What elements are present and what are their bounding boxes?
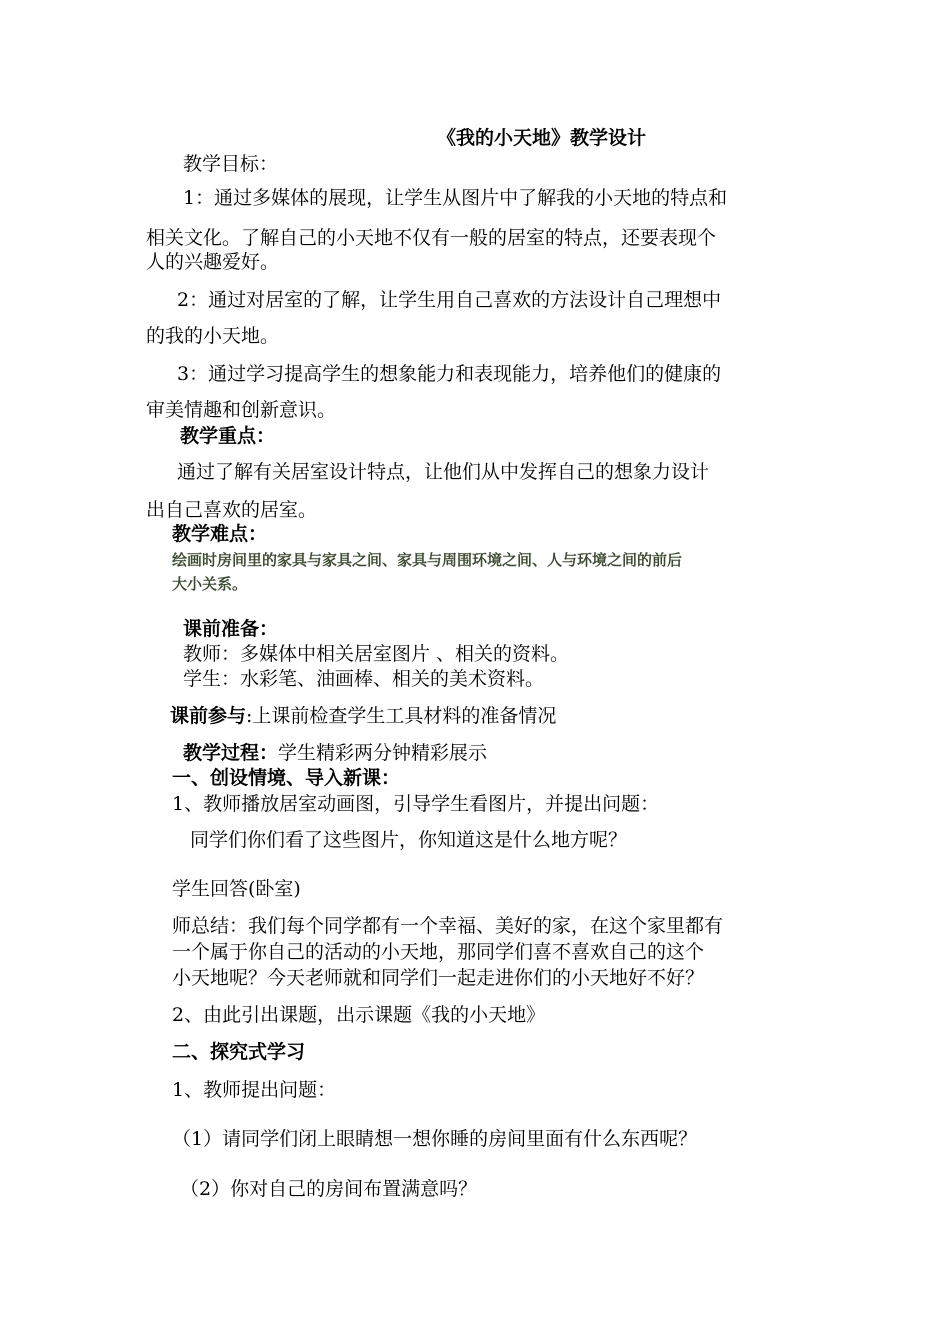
participation-label: 课前参与 (170, 705, 247, 727)
section-2-step-1: 1、教师提出问题： (172, 1079, 337, 1101)
objective-1-line-3: 人的兴趣爱好。 (146, 251, 280, 273)
objective-1-line-2: 相关文化。了解自己的小天地不仅有一般的居室的特点，还要表现个 (146, 227, 717, 249)
summary-line-2: 一个属于你自己的活动的小天地，那同学们喜不喜欢自己的这个 (172, 941, 705, 963)
objective-2-line-1: 2：通过对居室的了解，让学生用自己喜欢的方法设计自己理想中 (177, 289, 722, 311)
key-points-heading: 教学重点： (180, 425, 276, 447)
objective-3-line-1: 3：通过学习提高学生的想象能力和表现能力，培养他们的健康的 (177, 363, 722, 385)
objective-3-line-2: 审美情趣和创新意识。 (146, 399, 337, 421)
section-1-question: 同学们你们看了这些图片，你知道这是什么地方呢？ (190, 829, 628, 851)
preparation-heading: 课前准备： (183, 618, 279, 640)
objective-2-line-2: 的我的小天地。 (146, 325, 280, 347)
section-1-step-2: 2、由此引出课题，出示课题《我的小天地》 (172, 1004, 546, 1026)
difficulties-heading: 教学难点： (172, 523, 268, 545)
objectives-heading: 教学目标： (183, 153, 279, 175)
section-1-answer: 学生回答(卧室) (172, 878, 301, 900)
section-2-question-1: （1）请同学们闭上眼睛想一想你睡的房间里面有什么东西呢？ (172, 1128, 698, 1150)
key-points-line-1: 通过了解有关居室设计特点，让他们从中发挥自己的想象力设计 (177, 461, 710, 483)
section-2-question-2: （2）你对自己的房间布置满意吗？ (180, 1178, 478, 1200)
key-points-line-2: 出自己喜欢的居室。 (146, 499, 318, 521)
process-line (183, 741, 487, 765)
section-1-heading: 一、创设情境、导入新课： (172, 767, 401, 789)
participation-line (170, 704, 556, 728)
process-label: 教学过程： (183, 742, 279, 764)
page-title: 《我的小天地》教学设计 (437, 127, 647, 149)
difficulties-line-2: 大小关系。 (172, 575, 248, 593)
preparation-student: 学生：水彩笔、油画棒、相关的美术资料。 (183, 668, 545, 690)
section-2-heading: 二、探究式学习 (172, 1041, 306, 1063)
participation-text: :上课前检查学生工具材料的准备情况 (246, 705, 557, 727)
objective-1-line-1: 1：通过多媒体的展现，让学生从图片中了解我的小天地的特点和 (183, 187, 728, 209)
difficulties-line-1: 绘画时房间里的家具与家具之间、家具与周围环境之间、人与环境之间的前后 (172, 551, 683, 569)
section-1-step-1: 1、教师播放居室动画图，引导学生看图片，并提出问题： (172, 793, 660, 815)
preparation-teacher: 教师：多媒体中相关居室图片 、相关的资料。 (183, 643, 570, 665)
summary-line-1: 师总结：我们每个同学都有一个幸福、美好的家，在这个家里都有 (172, 915, 724, 937)
process-text: 学生精彩两分钟精彩展示 (278, 742, 488, 764)
summary-line-3: 小天地呢？今天老师就和同学们一起走进你们的小天地好不好？ (172, 967, 705, 989)
